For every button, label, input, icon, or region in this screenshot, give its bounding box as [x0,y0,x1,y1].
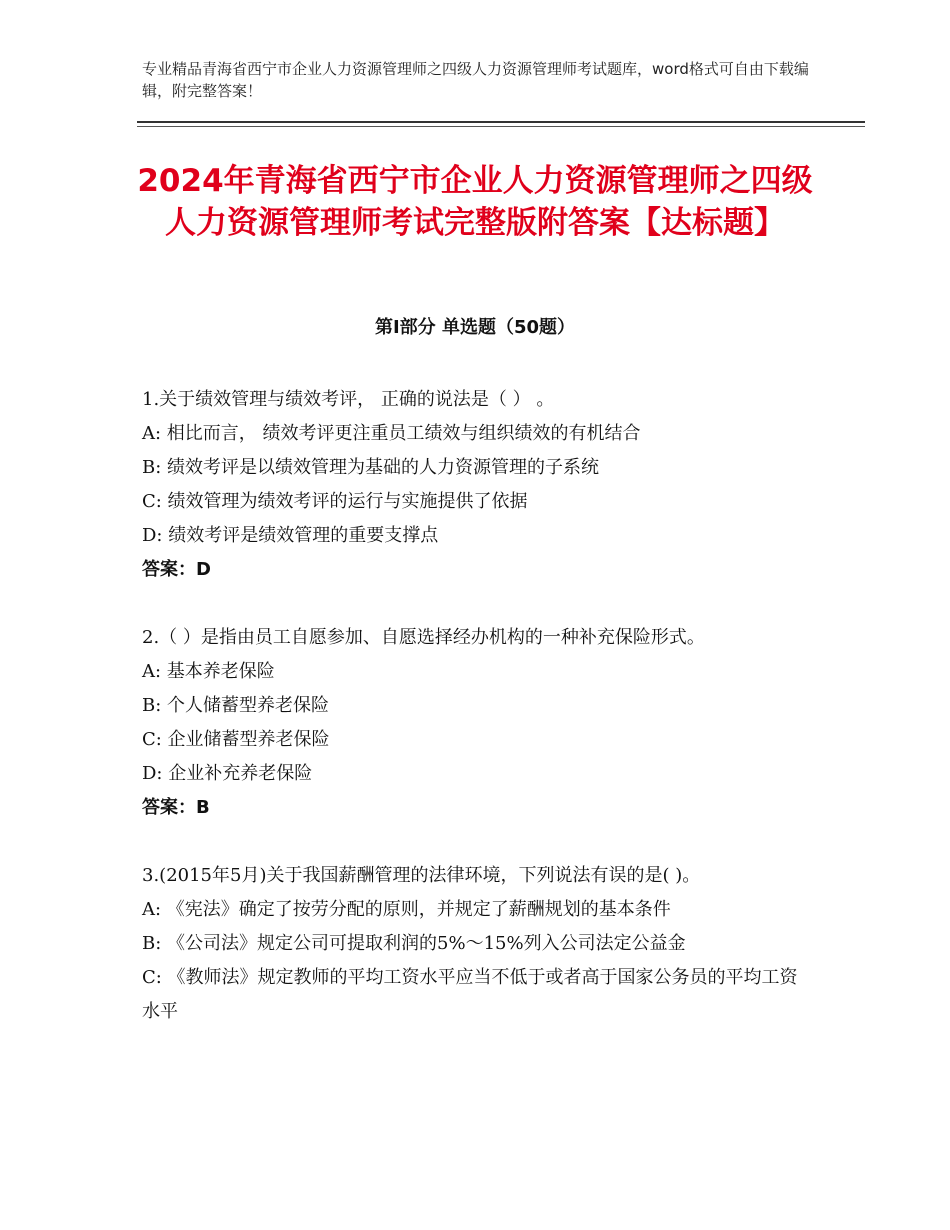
option-d: D: 企业补充养老保险 [142,763,313,784]
question-stem: 3.(2015年5月)关于我国薪酬管理的法律环境，下列说法有误的是( )。 [142,865,701,886]
section-title: 第Ⅰ部分 单选题（50题） [374,317,575,338]
question-stem: 2.（ ）是指由员工自愿参加、自愿选择经办机构的一种补充保险形式。 [142,627,705,648]
option-d: D: 绩效考评是绩效管理的重要支撑点 [142,525,439,546]
option-a: A: 《宪法》确定了按劳分配的原则，并规定了薪酬规划的基本条件 [142,899,671,920]
document-title: 2024年青海省西宁市企业人力资源管理师之四级人力资源管理师考试完整版附答案【达标题】 [137,163,813,241]
question-1 [142,383,812,587]
option-a: A: 相比而言， 绩效考评更注重员工绩效与组织绩效的有机结合 [142,423,641,444]
option-b: B: 个人储蓄型养老保险 [142,695,330,716]
answer: 答案：D [142,559,211,580]
header-rule-thin [137,126,865,127]
option-c: C: 企业储蓄型养老保险 [142,729,330,750]
option-b: B: 绩效考评是以绩效管理为基础的人力资源管理的子系统 [142,457,600,478]
option-a: A: 基本养老保险 [142,661,275,682]
question-2 [142,621,812,825]
question-list [142,383,812,1063]
option-c: C: 《教师法》规定教师的平均工资水平应当不低于或者高于国家公务员的平均工资水平 [142,967,798,1022]
question-3 [142,859,812,1029]
answer: 答案：B [142,797,210,818]
header-note: 专业精品青海省西宁市企业人力资源管理师之四级人力资源管理师考试题库，word格式可自由下载编辑，附完整答案！ [142,60,809,100]
question-stem: 1.关于绩效管理与绩效考评， 正确的说法是（ ） 。 [142,389,555,410]
option-c: C: 绩效管理为绩效考评的运行与实施提供了依据 [142,491,528,512]
header-rule-thick [137,121,865,123]
option-b: B: 《公司法》规定公司可提取利润的5%～15%列入公司法定公益金 [142,933,686,954]
